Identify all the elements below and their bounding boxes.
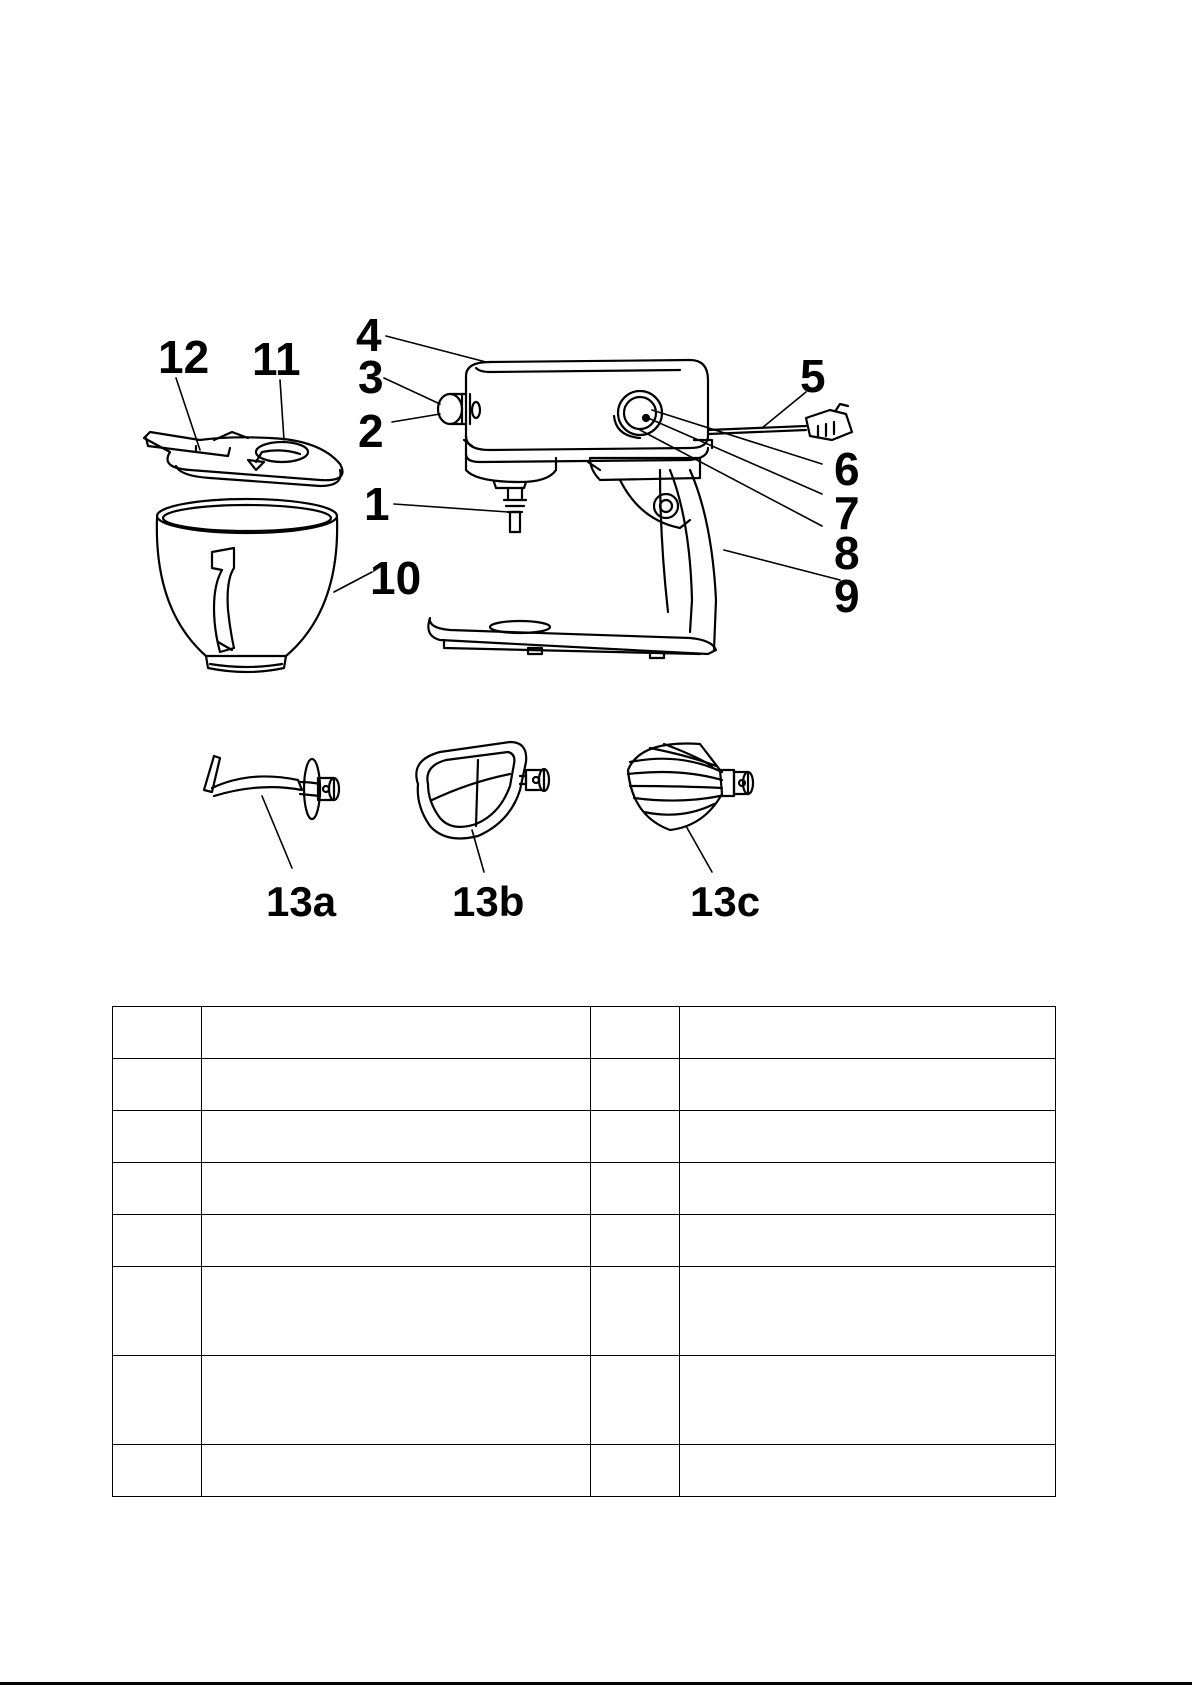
table-row — [113, 1215, 1056, 1267]
callout-labels — [158, 309, 860, 925]
callout-13b: 13b — [452, 878, 525, 925]
table-cell — [680, 1059, 1056, 1111]
table-cell — [113, 1267, 202, 1356]
table-row — [113, 1267, 1056, 1356]
table-cell — [202, 1111, 591, 1163]
callout-12: 12 — [158, 331, 210, 383]
table-cell — [202, 1215, 591, 1267]
table-cell — [113, 1356, 202, 1445]
mixer-stand — [428, 458, 716, 658]
table-cell — [113, 1163, 202, 1215]
callout-11: 11 — [252, 333, 301, 385]
callout-8: 8 — [834, 527, 860, 579]
table-cell — [591, 1111, 680, 1163]
callout-2: 2 — [358, 405, 384, 457]
table-cell — [202, 1356, 591, 1445]
table-cell — [202, 1007, 591, 1059]
table-cell — [680, 1356, 1056, 1445]
table-cell — [202, 1163, 591, 1215]
table-cell — [680, 1163, 1056, 1215]
wire-whisk — [628, 744, 753, 830]
callout-7: 7 — [834, 487, 860, 539]
splash-guard — [144, 432, 343, 486]
mixing-bowl — [157, 499, 337, 672]
table-cell — [680, 1215, 1056, 1267]
table-row — [113, 1356, 1056, 1445]
dough-hook — [204, 756, 339, 819]
table-cell — [591, 1059, 680, 1111]
table-cell — [680, 1267, 1056, 1356]
callout-3: 3 — [358, 351, 384, 403]
table-cell — [113, 1111, 202, 1163]
table-cell — [680, 1111, 1056, 1163]
table-row — [113, 1163, 1056, 1215]
callout-9: 9 — [834, 570, 860, 622]
callout-4: 4 — [356, 309, 382, 361]
table-cell — [591, 1267, 680, 1356]
table-row — [113, 1007, 1056, 1059]
table-row — [113, 1059, 1056, 1111]
table-row — [113, 1111, 1056, 1163]
table-cell — [113, 1007, 202, 1059]
table-cell — [202, 1267, 591, 1356]
parts-table — [112, 1006, 1056, 1497]
table-cell — [202, 1445, 591, 1497]
table-cell — [113, 1059, 202, 1111]
callout-13a: 13a — [266, 878, 337, 925]
callout-5: 5 — [800, 350, 826, 402]
table-cell — [591, 1445, 680, 1497]
callout-6: 6 — [834, 443, 860, 495]
table-cell — [113, 1215, 202, 1267]
table-cell — [591, 1163, 680, 1215]
flat-beater — [416, 742, 549, 838]
table-cell — [680, 1007, 1056, 1059]
table-cell — [680, 1445, 1056, 1497]
table-row — [113, 1445, 1056, 1497]
callout-10: 10 — [370, 552, 422, 604]
table-cell — [591, 1356, 680, 1445]
table-cell — [113, 1445, 202, 1497]
callout-13c: 13c — [690, 878, 761, 925]
table-cell — [591, 1007, 680, 1059]
table-cell — [202, 1059, 591, 1111]
callout-1: 1 — [364, 478, 390, 530]
table-cell — [591, 1215, 680, 1267]
